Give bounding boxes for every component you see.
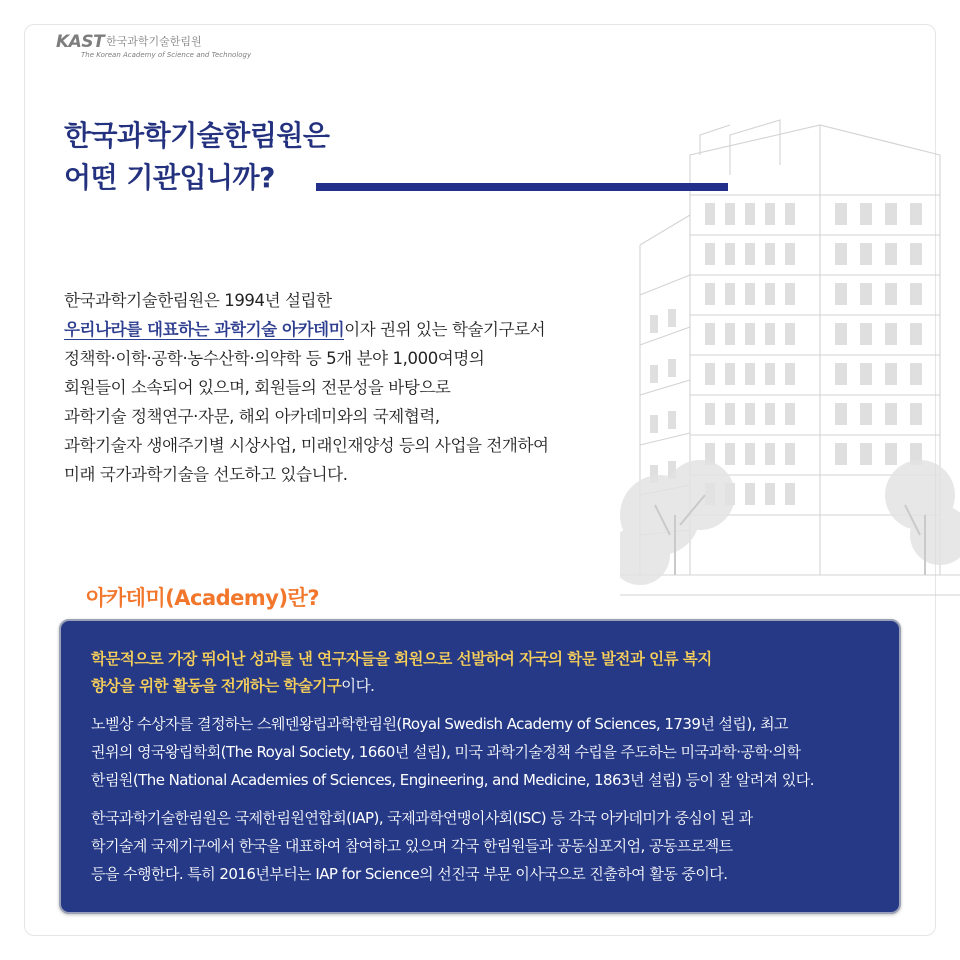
intro-line: 과학기술 정책연구·자문, 해외 아카데미와의 국제협력, [64, 407, 440, 426]
intro-line: 한국과학기술한림원은 1994년 설립한 [64, 291, 332, 310]
paragraph-line: 한림원(The National Academies of Sciences, Engineering, and Medicine, 1863년 설립) 등이 잘 알려져 있다. [91, 771, 814, 789]
intro-paragraph [64, 286, 684, 489]
logo-english-name: The Korean Academy of Science and Technology [81, 51, 252, 59]
lead-accent-text: 향상을 위한 활동을 전개하는 학술기구 [91, 677, 342, 695]
intro-line: 미래 국가과학기술을 선도하고 있습니다. [64, 465, 348, 484]
academy-lead-paragraph [91, 646, 869, 700]
intro-line: 정책학·이학·공학·농수산학·의약학 등 5개 분야 1,000여명의 [64, 349, 485, 368]
lead-rest-text: 이다. [341, 677, 375, 695]
paragraph-line: 등을 수행한다. 특히 2016년부터는 IAP for Science의 선진국 부문 이사국으로 진출하여 활동 중이다. [91, 865, 728, 883]
intro-line: 회원들이 소속되어 있으며, 회원들의 전문성을 바탕으로 [64, 378, 451, 397]
intro-line: 과학기술자 생애주기별 시상사업, 미래인재양성 등의 사업을 전개하여 [64, 436, 549, 455]
title-underline-bar [316, 183, 728, 191]
logo-mark: KAST [56, 32, 105, 52]
main-title-line1: 한국과학기술한림원은 [64, 119, 330, 152]
academy-definition-panel [59, 619, 901, 914]
academy-heading: 아카데미(Academy)란? [86, 586, 320, 610]
logo-korean-name: 한국과학기술한림원 [106, 35, 202, 48]
kast-international-paragraph [91, 804, 869, 888]
paragraph-line: 학기술계 국제기구에서 한국을 대표하여 참여하고 있으며 각국 한림원들과 공동심포지엄, 공동프로젝트 [91, 837, 733, 855]
intro-line: 이자 권위 있는 학술기구로서 [344, 320, 546, 339]
intro-highlight: 우리나라를 대표하는 과학기술 아카데미 [64, 320, 345, 339]
paragraph-line: 노벨상 수상자를 결정하는 스웨덴왕립과학한림원(Royal Swedish Academy of Sciences, 1739년 설립), 최고 [91, 715, 788, 733]
paragraph-line: 권위의 영국왕립학회(The Royal Society, 1660년 설립), 미국 과학기술정책 수립을 주도하는 미국과학·공학·의학 [91, 743, 801, 761]
lead-accent-text: 학문적으로 가장 뛰어난 성과를 낸 연구자들을 회원으로 선발하여 자국의 학문 발전과 인류 복지 [91, 650, 712, 668]
paragraph-line: 한국과학기술한림원은 국제한림원연합회(IAP), 국제과학연맹이사회(ISC) 등 각국 아카데미가 중심이 된 과 [91, 809, 753, 827]
main-title-line2: 어떤 기관입니까? [64, 161, 275, 194]
academy-examples-paragraph [91, 710, 869, 794]
